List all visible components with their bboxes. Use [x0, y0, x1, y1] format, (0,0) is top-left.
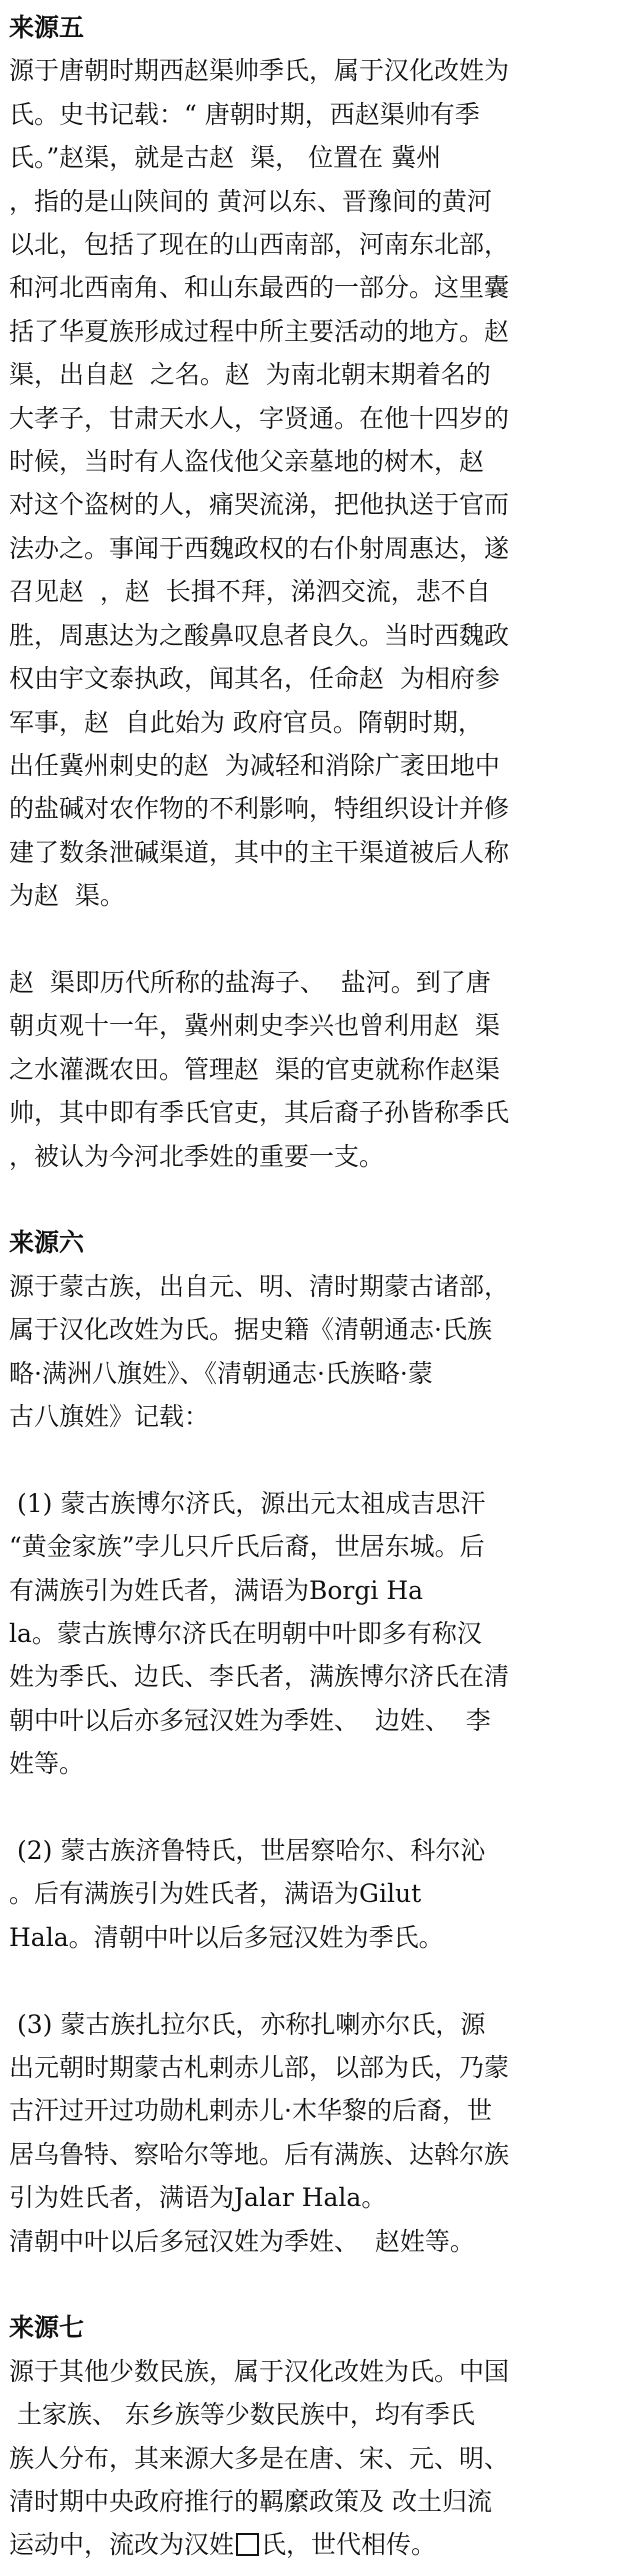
text-line: 古八旗姓》记载：	[9, 1401, 210, 1431]
text-line: 姓等。	[9, 1749, 85, 1779]
text-line: (1) 蒙古族博尔济氏，源出元太祖成吉思汗	[9, 1488, 486, 1518]
paragraph-gap	[9, 1786, 631, 1829]
text-line: 的盐碱对农作物的不利影响，特组织设计并修	[9, 794, 510, 824]
text-line: 氏。史书记载：“ 唐朝时期，西赵渠帅有季	[9, 99, 480, 129]
missing-character-box	[236, 2533, 259, 2556]
section-heading-source7: 来源七	[9, 2313, 85, 2343]
text-line: 权由宇文泰执政，闻其名，任命赵 为相府参	[9, 664, 500, 694]
text-line: 以北，包括了现在的山西南部，河南东北部，	[9, 230, 510, 260]
text-line: la。蒙古族博尔济氏在明朝中叶即多有称汉	[9, 1618, 482, 1648]
text-line: 族人分布，其来源大多是在唐、宋、元、明、	[9, 2443, 510, 2473]
paragraph-gap	[9, 1178, 631, 1221]
text-line: 军事，赵 自此始为 政府官员。隋朝时期，	[9, 707, 483, 737]
text-line: 胜，周惠达为之酸鼻叹息者良久。当时西魏政	[9, 620, 510, 650]
text-line: (2) 蒙古族济鲁特氏，世居察哈尔、科尔沁	[9, 1836, 486, 1865]
text-fragment: 氏，世代相传。	[261, 2530, 437, 2560]
text-line: Hala。清朝中叶以后多冠汉姓为季氏。	[9, 1922, 444, 1952]
section-heading-source5: 来源五	[9, 13, 85, 42]
text-line: 召见赵 ，赵 长揖不拜，涕泗交流，悲不自	[9, 577, 491, 607]
paragraph-gap	[9, 1959, 631, 2002]
text-line: 括了华夏族形成过程中所主要活动的地方。赵	[9, 316, 510, 346]
text-line: 赵 渠即历代所称的盐海子、 盐河。到了唐	[9, 967, 491, 997]
text-line: 法办之。事闻于西魏政权的右仆射周惠达，遂	[9, 533, 510, 563]
text-line: 。后有满族引为姓氏者，满语为Gilut	[9, 1879, 422, 1909]
text-line: 清朝中叶以后多冠汉姓为季姓、 赵姓等。	[9, 2226, 475, 2256]
text-line: 源于唐朝时期西赵渠帅季氏，属于汉化改姓为	[9, 56, 510, 86]
text-line: 清时期中央政府推行的羁縻政策及 改土归流	[9, 2487, 492, 2517]
paragraph-gap	[9, 918, 631, 961]
paragraph-gap	[9, 2263, 631, 2306]
text-line: 出任冀州刺史的赵 为减轻和消除广袤田地中	[9, 750, 500, 780]
text-line-with-box	[9, 2523, 631, 2566]
text-line: 有满族引为姓氏者，满语为Borgi Ha	[9, 1575, 424, 1605]
text-line: 氏。”赵渠，就是古赵 渠， 位置在 冀州	[9, 143, 442, 173]
text-line: 略·满洲八旗姓》、《清朝通志·氏族略·蒙	[9, 1358, 433, 1388]
text-line: 古汗过开过功勋札剌赤儿·木华黎的后裔，世	[9, 2096, 492, 2126]
text-line: 姓为季氏、边氏、李氏者，满族博尔济氏在清	[9, 1662, 510, 1692]
text-line: 之水灌溉农田。管理赵 渠的官吏就称作赵渠	[9, 1054, 500, 1084]
text-line: ，指的是山陕间的 黄河以东、晋豫间的黄河	[9, 186, 492, 216]
text-line: 源于其他少数民族，属于汉化改姓为氏。中国	[9, 2356, 510, 2386]
paragraph-gap	[9, 1438, 631, 1481]
text-line: 朝贞观十一年，冀州刺史李兴也曾利用赵 渠	[9, 1011, 500, 1041]
text-line: 出元朝时期蒙古札剌赤儿部，以部为氏，乃蒙	[9, 2053, 510, 2083]
text-line: 居乌鲁特、察哈尔等地。后有满族、达斡尔族	[9, 2139, 510, 2169]
text-line: 和河北西南角、和山东最西的一部分。这里囊	[9, 273, 510, 303]
text-line: 渠，出自赵 之名。赵 为南北朝末期着名的	[9, 360, 491, 390]
text-line: 源于蒙古族，出自元、明、清时期蒙古诸部，	[9, 1271, 510, 1301]
text-line: 为赵 渠。	[9, 881, 125, 911]
text-line: 建了数条泄碱渠道，其中的主干渠道被后人称	[9, 837, 510, 867]
text-line: ，被认为今河北季姓的重要一支。	[9, 1141, 385, 1171]
text-line: 土家族、 东乡族等少数民族中，均有季氏	[9, 2400, 475, 2430]
text-line: 大孝子，甘肃天水人，字贤通。在他十四岁的	[9, 403, 510, 433]
text-line: 属于汉化改姓为氏。据史籍《清朝通志·氏族	[9, 1315, 492, 1345]
text-line: (3) 蒙古族扎拉尔氏，亦称扎喇亦尔氏，源	[9, 2009, 486, 2039]
text-line: 时候，当时有人盗伐他父亲墓地的树木，赵	[9, 447, 485, 477]
text-line: 朝中叶以后亦多冠汉姓为季姓、 边姓、 李	[9, 1705, 491, 1735]
text-fragment: 运动中，流改为汉姓	[9, 2530, 235, 2560]
text-line: 对这个盗树的人，痛哭流涕，把他执送于官而	[9, 490, 510, 520]
text-line: “黄金家族”孛儿只斤氏后裔，世居东城。后	[9, 1532, 485, 1562]
text-line: 帅，其中即有季氏官吏，其后裔子孙皆称季氏	[9, 1098, 510, 1128]
text-line: 引为姓氏者，满语为Jalar Hala。	[9, 2183, 387, 2213]
section-heading-source6: 来源六	[9, 1228, 85, 1258]
